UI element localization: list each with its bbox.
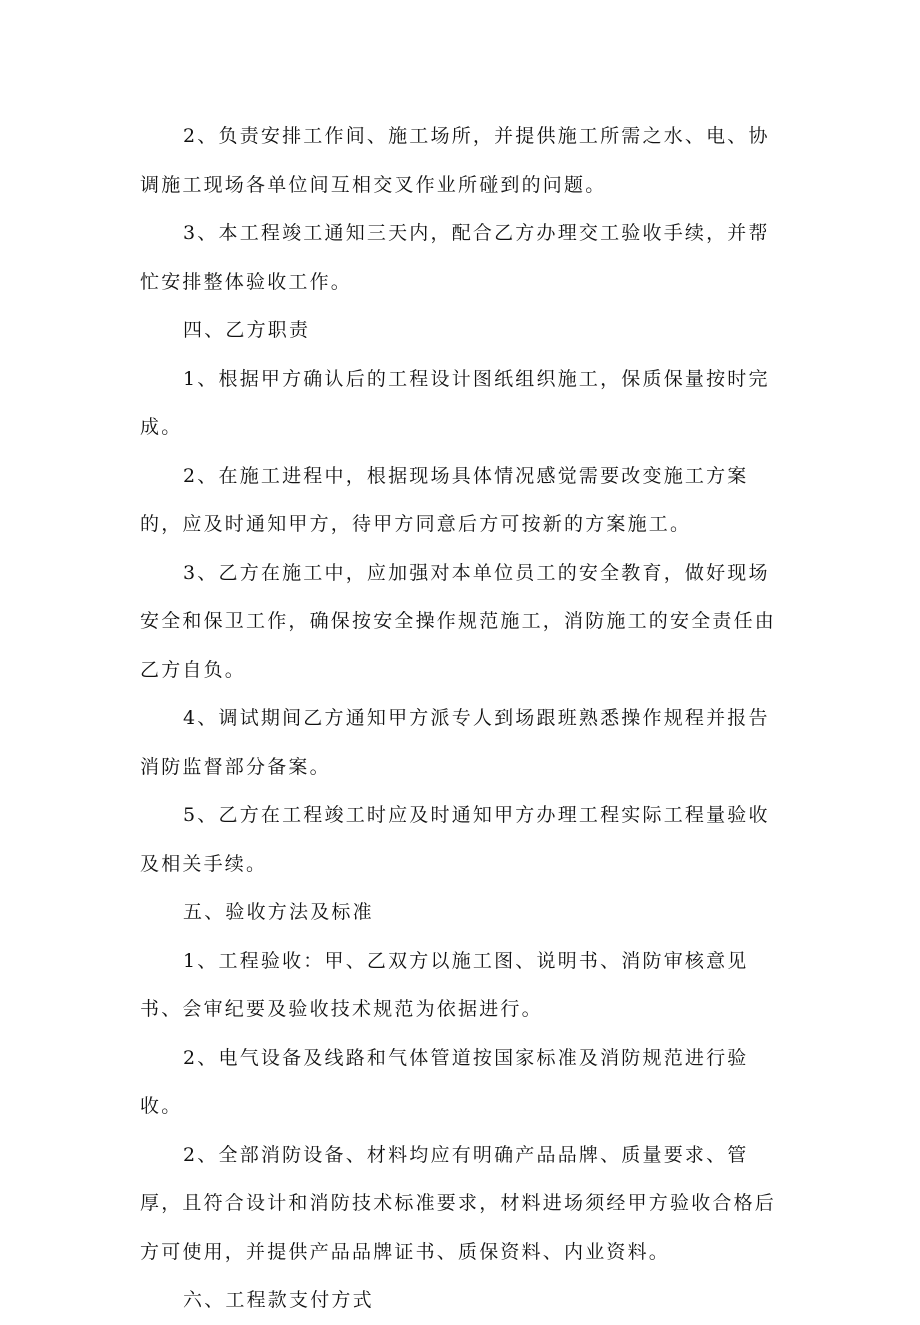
paragraph-party-b-duty-1: 1、根据甲方确认后的工程设计图纸组织施工，保质保量按时完成。 (140, 367, 770, 438)
paragraph-acceptance-2b: 2、全部消防设备、材料均应有明确产品品牌、质量要求、管厚，且符合设计和消防技术标准要求，材料进场须经甲方验收合格后方可使用，并提供产品品牌证书、质保资料、内业资料。 (140, 1143, 777, 1263)
paragraph-acceptance-1: 1、工程验收：甲、乙双方以施工图、说明书、消防审核意见书、会审纪要及验收技术规范为依据进行。 (140, 949, 749, 1020)
paragraph-party-b-duty-4: 4、调试期间乙方通知甲方派专人到场跟班熟悉操作规程并报告消防监督部分备案。 (140, 707, 770, 778)
paragraph-party-a-duty-2: 2、负责安排工作间、施工场所，并提供施工所需之水、电、协调施工现场各单位间互相交叉作业所碰到的问题。 (140, 125, 770, 196)
paragraph-party-b-duty-3: 3、乙方在施工中，应加强对本单位员工的安全教育，做好现场安全和保卫工作，确保按安全操作规范施工，消防施工的安全责任由乙方自负。 (140, 561, 777, 681)
paragraph-party-b-duty-5: 5、乙方在工程竣工时应及时通知甲方办理工程实际工程量验收及相关手续。 (140, 804, 770, 875)
paragraph-acceptance-2: 2、电气设备及线路和气体管道按国家标准及消防规范进行验收。 (140, 1046, 749, 1117)
section-heading-payment: 六、工程款支付方式 (183, 1289, 374, 1311)
document-body (140, 112, 785, 1325)
section-heading-party-b-duties: 四、乙方职责 (183, 319, 311, 341)
paragraph-party-b-duty-2: 2、在施工进程中，根据现场具体情况感觉需要改变施工方案的，应及时通知甲方，待甲方同意后方可按新的方案施工。 (140, 464, 749, 535)
paragraph-party-a-duty-3: 3、本工程竣工通知三天内，配合乙方办理交工验收手续，并帮忙安排整体验收工作。 (140, 222, 770, 293)
section-heading-acceptance: 五、验收方法及标准 (183, 901, 374, 923)
